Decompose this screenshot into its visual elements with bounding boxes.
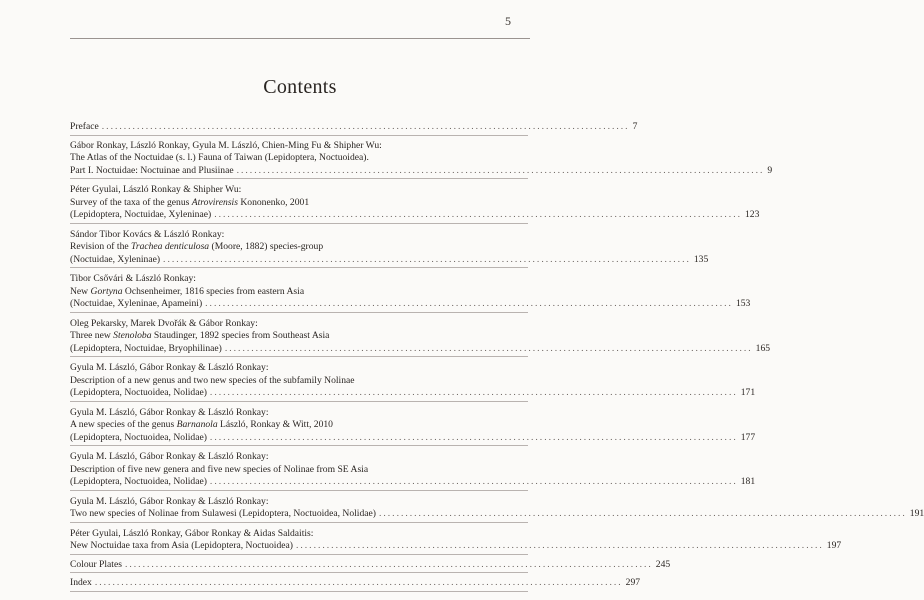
- toc-entry[interactable]: [70, 184, 760, 224]
- dot-leader: ........................................................................................................................: [209, 476, 738, 487]
- toc-entry-text: (Lepidoptera, Noctuoidea, Nolidae): [70, 387, 207, 398]
- page-number: 5: [505, 14, 511, 28]
- toc-entry-text: (Lepidoptera, Noctuoidea, Nolidae): [70, 476, 207, 487]
- toc-entry[interactable]: [70, 121, 638, 136]
- toc-page-number: 177: [740, 431, 756, 443]
- toc-entry-lastline: [70, 540, 842, 553]
- toc-entry[interactable]: [70, 577, 641, 592]
- toc-page-number: 135: [693, 253, 709, 265]
- toc-entry-line: Péter Gyulai, László Ronkay, Gábor Ronkay & Aidas Saldaitis:: [70, 527, 314, 539]
- toc-entry-text: Two new species of Nolinae from Sulawesi (Lepidoptera, Noctuoidea, Nolidae): [70, 508, 376, 519]
- toc-entry-lastline: [70, 558, 671, 572]
- toc-entry-line: A new species of the genus Barnanola László, Ronkay & Witt, 2010: [70, 419, 333, 430]
- toc-entry-lastline: [70, 121, 638, 134]
- dot-leader: ........................................................................................................................: [205, 298, 733, 309]
- header-rule: [70, 38, 530, 39]
- dot-leader: ........................................................................................................................: [295, 540, 824, 551]
- dot-leader: ........................................................................................................................: [224, 342, 753, 354]
- toc-entry-line: Survey of the taxa of the genus Atrovirensis Kononenko, 2001: [70, 196, 310, 208]
- toc-entry-lastline: [70, 476, 756, 489]
- toc-entry-lastline: [70, 577, 641, 590]
- dot-leader: ........................................................................................................................: [378, 508, 907, 519]
- toc-entry-text: (Noctuidae, Xyleninae, Apameini): [70, 298, 203, 309]
- toc-entry[interactable]: [70, 558, 671, 574]
- toc-entry-lastline: [70, 387, 756, 400]
- toc-entry-lastline: [70, 253, 709, 267]
- toc-entry-line: The Atlas of the Noctuidae (s. l.) Fauna of Taiwan (Lepidoptera, Noctuoidea).: [70, 152, 369, 163]
- toc-entry[interactable]: [70, 406, 756, 447]
- toc-entry-line: Sándor Tibor Kovács & László Ronkay:: [70, 228, 225, 240]
- dot-leader: ........................................................................................................................: [94, 577, 623, 588]
- toc-entry[interactable]: [70, 273, 751, 313]
- toc-entry[interactable]: [70, 495, 924, 523]
- dot-leader: ........................................................................................................................: [236, 164, 765, 176]
- toc-entry-line: Gyula M. László, Gábor Ronkay & László Ronkay:: [70, 495, 269, 507]
- toc-page-number: 181: [740, 476, 756, 487]
- toc-entry-line: Péter Gyulai, László Ronkay & Shipher Wu:: [70, 184, 242, 195]
- toc-page-number: 123: [745, 209, 760, 220]
- toc-entry-lastline: [70, 431, 756, 445]
- toc-entry-line: Revision of the Trachea denticulosa (Moore, 1882) species-group: [70, 241, 324, 252]
- toc-entry-text: (Lepidoptera, Noctuoidea, Nolidae): [70, 431, 207, 443]
- toc-entry-lastline: [70, 164, 773, 178]
- table-of-contents: [70, 121, 924, 592]
- dot-leader: ........................................................................................................................: [163, 253, 691, 265]
- toc-page-number: 165: [755, 342, 771, 354]
- toc-page-number: 245: [655, 558, 671, 570]
- toc-page-number: 9: [767, 164, 773, 176]
- toc-page-number: 297: [625, 577, 641, 588]
- toc-entry-text: Colour Plates: [70, 558, 122, 570]
- toc-entry-text: (Noctuidae, Xyleninae): [70, 253, 161, 265]
- toc-entry-line: Oleg Pekarsky, Marek Dvořák & Gábor Ronkay:: [70, 317, 258, 329]
- toc-entry-text: New Noctuidae taxa from Asia (Lepidoptera, Noctuoidea): [70, 540, 293, 551]
- dot-leader: ........................................................................................................................: [101, 121, 630, 132]
- toc-entry-line: Description of a new genus and two new species of the subfamily Nolinae: [70, 374, 355, 386]
- toc-entry[interactable]: [70, 527, 842, 555]
- toc-entry-line: Tibor Csővári & László Ronkay:: [70, 273, 196, 284]
- page-title: Contents: [263, 76, 337, 98]
- toc-page-number: 7: [632, 121, 638, 132]
- toc-entry-lastline: [70, 209, 760, 222]
- toc-page-number: 197: [826, 540, 842, 551]
- toc-entry[interactable]: [70, 451, 756, 491]
- toc-entry[interactable]: [70, 228, 709, 269]
- dot-leader: ........................................................................................................................: [209, 387, 738, 398]
- toc-entry[interactable]: [70, 317, 771, 358]
- toc-entry-lastline: [70, 342, 771, 356]
- toc-page-number: 191: [909, 508, 924, 519]
- toc-entry-line: Gyula M. László, Gábor Ronkay & László Ronkay:: [70, 451, 269, 462]
- toc-page-number: 153: [735, 298, 751, 309]
- toc-entry-line: Gyula M. László, Gábor Ronkay & László Ronkay:: [70, 362, 269, 373]
- toc-entry[interactable]: [70, 362, 756, 402]
- toc-entry-lastline: [70, 298, 751, 311]
- dot-leader: ........................................................................................................................: [209, 431, 738, 443]
- toc-entry-line: Gábor Ronkay, László Ronkay, Gyula M. László, Chien-Ming Fu & Shipher Wu:: [70, 139, 382, 151]
- toc-entry-line: New Gortyna Ochsenheimer, 1816 species from eastern Asia: [70, 285, 305, 297]
- toc-entry-text: (Lepidoptera, Noctuidae, Xyleninae): [70, 209, 212, 220]
- toc-entry-text: Preface: [70, 121, 99, 132]
- toc-entry-lastline: [70, 508, 924, 521]
- toc-entry-text: Part I. Noctuidae: Noctuinae and Plusiinae: [70, 164, 234, 176]
- dot-leader: ........................................................................................................................: [124, 558, 653, 570]
- toc-entry[interactable]: [70, 139, 773, 180]
- toc-entry-line: Three new Stenoloba Staudinger, 1892 species from Southeast Asia: [70, 330, 330, 341]
- toc-entry-text: Index: [70, 577, 92, 588]
- dot-leader: ........................................................................................................................: [214, 209, 742, 220]
- toc-page-number: 171: [740, 387, 756, 398]
- toc-entry-line: Gyula M. László, Gábor Ronkay & László Ronkay:: [70, 406, 269, 418]
- toc-entry-line: Description of five new genera and five new species of Nolinae from SE Asia: [70, 463, 369, 475]
- toc-entry-text: (Lepidoptera, Noctuidae, Bryophilinae): [70, 342, 222, 354]
